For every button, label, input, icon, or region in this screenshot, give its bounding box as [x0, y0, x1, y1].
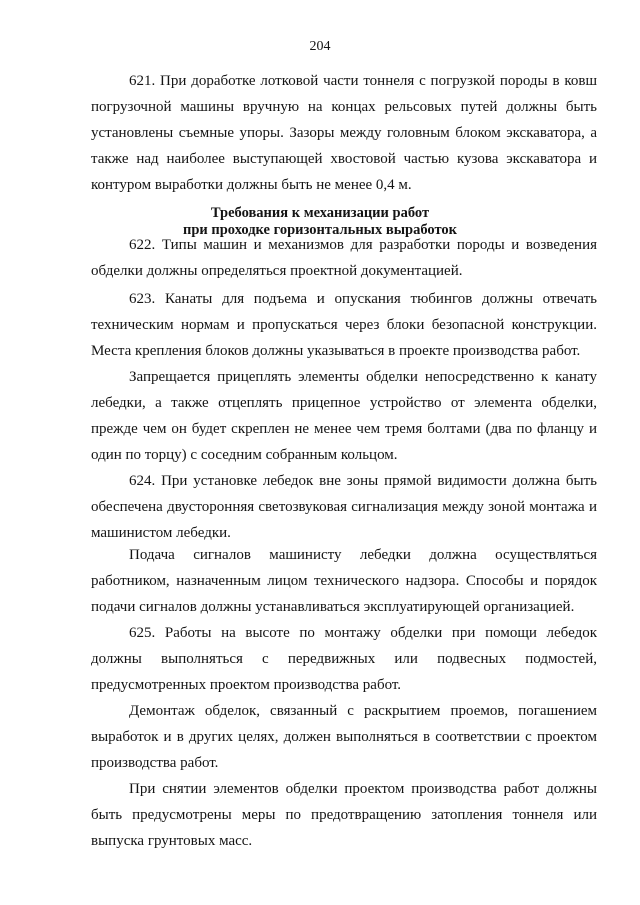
text-line: обделки должны определяться проектной документацией. [91, 263, 463, 279]
text-line: погрузочной машины вручную на концах рельсовых путей должны быть [91, 99, 597, 115]
text-line: Места крепления блоков должны указываться в проекте производства работ. [91, 343, 581, 359]
section-heading-line-2: при проходке горизонтальных выработок [182, 222, 457, 238]
text-line: должны выполняться с передвижных или подвесных подмостей, [91, 651, 597, 667]
text-line: 624. При установке лебедок вне зоны прямой видимости должна быть [129, 473, 597, 489]
text-line: установлены съемные упоры. Зазоры между головным блоком экскаватора, а [91, 125, 597, 141]
text-line: 625. Работы на высоте по монтажу обделки при помощи лебедок [129, 625, 597, 641]
paragraph-625-final [91, 776, 597, 854]
paragraph-621 [91, 68, 597, 198]
page-number: 204 [309, 39, 331, 54]
text-line: также над наиболее выступающей хвостовой частью кузова экскаватора и [91, 151, 597, 167]
text-line: техническим нормам и пропускаться через блоки безопасной конструкции. [91, 317, 597, 333]
paragraph-625 [91, 620, 597, 698]
text-line: машинистом лебедки. [91, 525, 231, 541]
text-line: работником, назначенным лицом технического надзора. Способы и порядок [91, 573, 597, 589]
text-line: Подача сигналов машинисту лебедки должна осуществляться [129, 547, 597, 563]
text-line: выпуска грунтовых масс. [91, 833, 253, 849]
paragraph-623 [91, 286, 597, 364]
text-line: 623. Канаты для подъема и опускания тюбингов должны отвечать [129, 291, 597, 307]
text-line: быть предусмотрены меры по предотвращению затопления тоннеля или [91, 807, 597, 823]
text-line: 621. При доработке лотковой части тоннеля с погрузкой породы в ковш [129, 73, 597, 89]
text-line: предусмотренных проектом производства работ. [91, 677, 402, 693]
text-line: прежде чем он будет скреплен не менее чем тремя болтами (два по фланцу и [91, 421, 597, 437]
section-heading-line-1: Требования к механизации работ [210, 205, 430, 221]
paragraph-625-continued [91, 698, 597, 776]
text-line: Запрещается прицеплять элементы обделки непосредственно к канату [129, 369, 597, 385]
paragraph-624-continued [91, 542, 597, 620]
text-line: контуром выработки должны быть не менее 0,4 м. [91, 177, 412, 193]
text-line: Демонтаж обделок, связанный с раскрытием проемов, погашением [129, 703, 597, 719]
paragraph-623-continued [91, 364, 597, 468]
text-line: производства работ. [91, 755, 219, 771]
paragraph-624 [91, 468, 597, 546]
paragraph-622 [91, 232, 597, 284]
text-line: обеспечена двусторонняя светозвуковая сигнализация между зоной монтажа и [91, 499, 597, 515]
text-line: лебедки, а также отцеплять прицепное устройство от элемента обделки, [91, 395, 597, 411]
text-line: выработок и в других целях, должен выполняться в соответствии с проектом [91, 729, 597, 745]
text-line: подачи сигналов должны устанавливаться эксплуатирующей организацией. [91, 599, 575, 615]
text-line: При снятии элементов обделки проектом производства работ должны [129, 781, 597, 797]
text-line: 622. Типы машин и механизмов для разработки породы и возведения [129, 237, 597, 253]
text-line: один по торцу) с соседним собранным кольцом. [91, 447, 398, 463]
